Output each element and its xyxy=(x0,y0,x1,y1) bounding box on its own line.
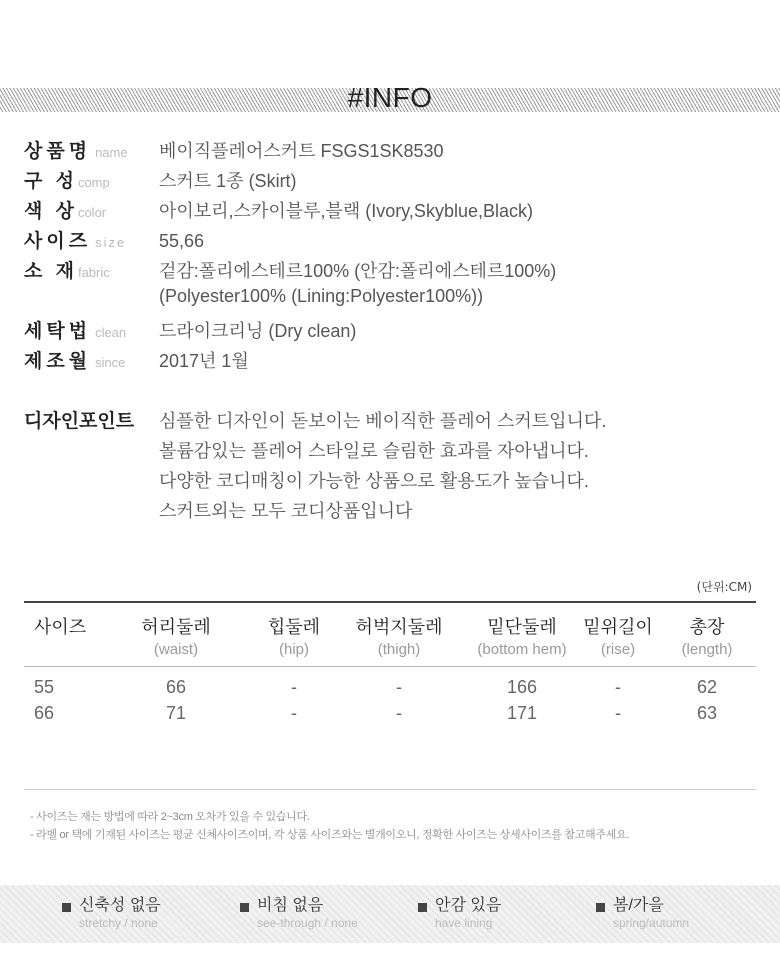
size-table xyxy=(24,601,756,729)
feature-bar xyxy=(0,885,780,943)
product-info xyxy=(24,136,764,376)
feature-label: 안감 있음 xyxy=(435,897,502,914)
design-point xyxy=(24,406,764,526)
page-title: #INFO xyxy=(347,82,433,113)
info-label-en: fabric xyxy=(77,265,110,280)
table-cell: - xyxy=(291,677,297,697)
note-line: - 사이즈는 재는 방법에 따라 2~3cm 오차가 있을 수 있습니다. xyxy=(30,811,310,823)
feature-label: 봄/가을 xyxy=(613,897,664,914)
feature-label: 비침 없음 xyxy=(257,897,324,914)
header-cell: 총장 xyxy=(689,617,725,637)
table-cell: 62 xyxy=(696,677,718,697)
table-row xyxy=(24,703,756,729)
info-value: 스커트 1종 (Skirt) xyxy=(159,171,297,191)
table-cell: 63 xyxy=(696,703,718,723)
square-bullet-icon xyxy=(418,903,427,912)
info-label-en: since xyxy=(95,355,126,370)
info-row-color xyxy=(24,196,764,226)
design-line: 볼륨감있는 플레어 스타일로 슬림한 효과를 자아냅니다. xyxy=(159,441,589,461)
feature-label-en: spring/autumn xyxy=(613,916,690,930)
table-cell: 166 xyxy=(506,677,538,697)
info-label-en: color xyxy=(77,205,107,220)
feature-label-en: have lining xyxy=(435,916,493,930)
feature-label: 신축성 없음 xyxy=(79,897,161,914)
feature-season xyxy=(596,897,689,931)
note-line: - 라벨 or 택에 기재된 사이즈는 평균 신체사이즈이며, 각 상품 사이즈와는 별개이오니, 정확한 사이즈는 상세사이즈를 참고해주세요. xyxy=(30,829,630,841)
table-row xyxy=(24,677,756,703)
info-value: 55,66 xyxy=(159,231,205,251)
info-label-en: name xyxy=(95,145,128,160)
info-row-comp xyxy=(24,166,764,196)
design-line: 심플한 디자인이 돋보이는 베이직한 플레어 스커트입니다. xyxy=(159,411,607,431)
table-cell: - xyxy=(615,677,621,697)
info-row-since xyxy=(24,346,764,376)
info-value: 드라이크리닝 (Dry clean) xyxy=(159,321,357,341)
header-cell-en: (hip) xyxy=(278,641,309,658)
header-cell-en: (length) xyxy=(681,641,733,658)
info-label: 사이즈 xyxy=(24,230,92,252)
info-row-name xyxy=(24,136,764,166)
info-label-en: size xyxy=(95,235,127,250)
info-row-fabric xyxy=(24,256,764,286)
feature-label-en: stretchy / none xyxy=(79,916,158,930)
feature-label-en: see-through / none xyxy=(257,916,358,930)
square-bullet-icon xyxy=(62,903,71,912)
info-value: 겉감:폴리에스테르100% (안감:폴리에스테르100%) xyxy=(159,261,557,281)
info-value: 2017년 1월 xyxy=(159,351,249,371)
design-line: 스커트외는 모두 코디상품입니다 xyxy=(159,501,413,521)
table-cell: - xyxy=(615,703,621,723)
design-line: 다양한 코디매칭이 가능한 상품으로 활용도가 높습니다. xyxy=(159,471,589,491)
info-label: 색 상 xyxy=(24,200,74,222)
table-cell: 71 xyxy=(165,703,187,723)
header-cell: 사이즈 xyxy=(34,617,87,637)
info-row-fabric-cont xyxy=(24,286,764,316)
header-cell-en: (waist) xyxy=(153,641,199,658)
info-label-en: comp xyxy=(77,175,110,190)
header-cell: 힙둘레 xyxy=(267,617,321,637)
header-cell-en: (bottom hem) xyxy=(477,641,567,658)
divider xyxy=(24,789,756,790)
table-cell: 66 xyxy=(165,677,187,697)
size-table-header xyxy=(24,603,756,667)
feature-stretch xyxy=(62,897,161,931)
info-label: 구 성 xyxy=(24,170,74,192)
table-cell: - xyxy=(291,703,297,723)
info-label: 세탁법 xyxy=(24,320,92,342)
info-row-clean xyxy=(24,316,764,346)
info-value: 아이보리,스카이블루,블랙 (Ivory,Skyblue,Black) xyxy=(159,201,533,221)
info-row-size xyxy=(24,226,764,256)
header-cell: 밑단둘레 xyxy=(487,617,557,637)
info-value: (Polyester100% (Lining:Polyester100%)) xyxy=(159,286,484,306)
info-value: 베이직플레어스커트 FSGS1SK8530 xyxy=(159,141,444,161)
table-cell: - xyxy=(396,703,402,723)
info-label: 제조월 xyxy=(24,350,92,372)
size-notes xyxy=(30,808,629,844)
info-label-en: clean xyxy=(95,325,127,340)
header-cell: 허리둘레 xyxy=(141,617,211,637)
table-cell: 66 xyxy=(34,703,55,723)
info-label: 소 재 xyxy=(24,260,74,282)
feature-lining xyxy=(418,897,501,931)
table-cell: 55 xyxy=(34,677,55,697)
table-cell: 171 xyxy=(506,703,538,723)
table-cell: - xyxy=(396,677,402,697)
header-cell-en: (thigh) xyxy=(377,641,421,658)
feature-see-through xyxy=(240,897,358,931)
square-bullet-icon xyxy=(240,903,249,912)
header-cell-en: (rise) xyxy=(600,641,636,658)
header-cell: 허벅지둘레 xyxy=(355,617,443,637)
header-cell: 밑위길이 xyxy=(583,617,653,637)
design-point-label: 디자인포인트 xyxy=(24,410,135,432)
unit-label: (단위:CM) xyxy=(696,580,752,594)
square-bullet-icon xyxy=(596,903,605,912)
info-label: 상품명 xyxy=(24,140,92,162)
